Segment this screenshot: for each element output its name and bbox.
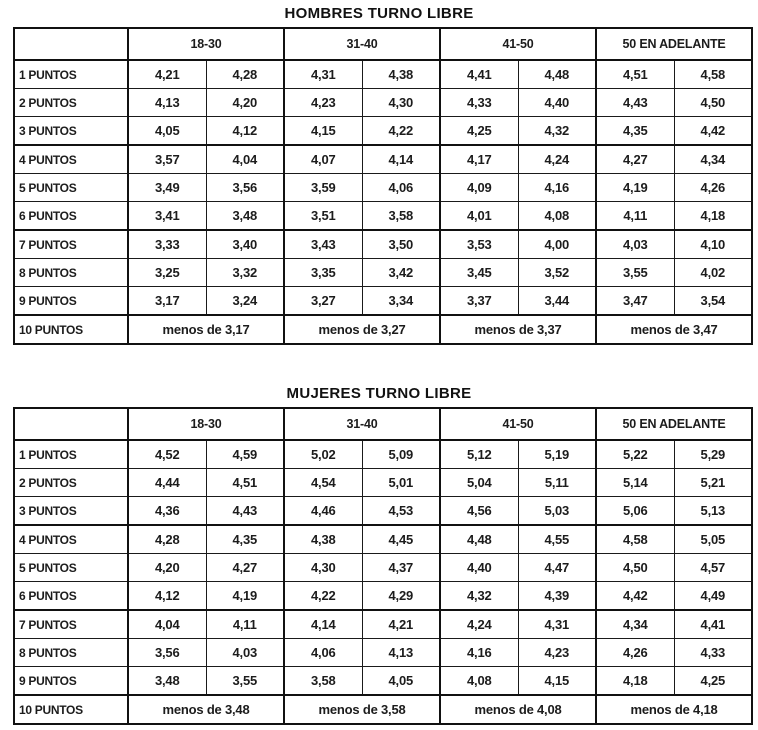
score-cell: 5,04	[440, 469, 518, 497]
score-cell: 3,45	[440, 259, 518, 287]
table-row	[14, 525, 752, 554]
mujeres-table-title: MUJERES TURNO LIBRE	[286, 385, 472, 402]
score-cell: 4,25	[440, 117, 518, 146]
score-cell: 4,08	[518, 202, 596, 231]
score-cell: 3,55	[596, 259, 674, 287]
score-cell: 4,18	[674, 202, 752, 231]
points-row-label: 8 PUNTOS	[14, 639, 128, 667]
score-cell: 3,42	[362, 259, 440, 287]
score-cell: 4,30	[284, 554, 362, 582]
score-cell: 5,05	[674, 525, 752, 554]
points-row-label: 6 PUNTOS	[14, 582, 128, 611]
score-cell: 4,51	[206, 469, 284, 497]
threshold-cell: menos de 3,37	[440, 315, 596, 344]
age-group-header: 50 EN ADELANTE	[596, 28, 752, 60]
score-cell: 4,57	[674, 554, 752, 582]
threshold-cell: menos de 3,58	[284, 695, 440, 724]
score-cell: 4,23	[518, 639, 596, 667]
hombres-section	[0, 5, 758, 345]
score-cell: 4,31	[284, 60, 362, 89]
score-cell: 5,13	[674, 497, 752, 526]
threshold-cell: menos de 4,08	[440, 695, 596, 724]
score-cell: 3,40	[206, 230, 284, 259]
score-cell: 3,55	[206, 667, 284, 696]
score-cell: 4,33	[440, 89, 518, 117]
score-cell: 4,43	[596, 89, 674, 117]
score-cell: 4,11	[206, 610, 284, 639]
score-cell: 4,42	[674, 117, 752, 146]
score-cell: 5,03	[518, 497, 596, 526]
score-cell: 4,24	[518, 145, 596, 174]
points-row-label: 4 PUNTOS	[14, 525, 128, 554]
score-cell: 4,08	[440, 667, 518, 696]
score-cell: 4,49	[674, 582, 752, 611]
score-cell: 4,13	[128, 89, 206, 117]
score-cell: 3,49	[128, 174, 206, 202]
score-cell: 4,00	[518, 230, 596, 259]
score-cell: 4,40	[440, 554, 518, 582]
score-cell: 5,22	[596, 440, 674, 469]
score-cell: 4,17	[440, 145, 518, 174]
score-cell: 3,52	[518, 259, 596, 287]
table-row	[14, 89, 752, 117]
score-cell: 4,52	[128, 440, 206, 469]
score-cell: 4,20	[128, 554, 206, 582]
hombres-score-table	[13, 27, 753, 345]
score-cell: 4,30	[362, 89, 440, 117]
score-cell: 3,32	[206, 259, 284, 287]
score-cell: 3,56	[128, 639, 206, 667]
score-cell: 4,26	[596, 639, 674, 667]
score-cell: 3,25	[128, 259, 206, 287]
score-cell: 4,31	[518, 610, 596, 639]
score-cell: 5,09	[362, 440, 440, 469]
score-cell: 4,41	[440, 60, 518, 89]
hombres-table-title: HOMBRES TURNO LIBRE	[284, 5, 474, 22]
score-cell: 4,45	[362, 525, 440, 554]
score-cell: 4,43	[206, 497, 284, 526]
age-group-header: 18-30	[128, 28, 284, 60]
score-cell: 3,48	[128, 667, 206, 696]
score-cell: 4,42	[596, 582, 674, 611]
score-cell: 4,32	[440, 582, 518, 611]
score-cell: 5,29	[674, 440, 752, 469]
age-group-header: 31-40	[284, 408, 440, 440]
score-cell: 4,19	[206, 582, 284, 611]
score-cell: 5,19	[518, 440, 596, 469]
points-row-label: 3 PUNTOS	[14, 117, 128, 146]
score-cell: 4,55	[518, 525, 596, 554]
table-row	[14, 230, 752, 259]
score-cell: 4,12	[206, 117, 284, 146]
threshold-cell: menos de 3,17	[128, 315, 284, 344]
score-cell: 4,21	[362, 610, 440, 639]
score-cell: 3,56	[206, 174, 284, 202]
score-cell: 4,12	[128, 582, 206, 611]
score-cell: 4,15	[284, 117, 362, 146]
score-cell: 4,51	[596, 60, 674, 89]
score-cell: 4,27	[206, 554, 284, 582]
score-cell: 4,24	[440, 610, 518, 639]
table-row	[14, 174, 752, 202]
table-row	[14, 145, 752, 174]
score-cell: 3,58	[362, 202, 440, 231]
score-cell: 4,28	[128, 525, 206, 554]
score-cell: 4,34	[674, 145, 752, 174]
score-cell: 4,35	[596, 117, 674, 146]
score-cell: 4,44	[128, 469, 206, 497]
score-cell: 4,01	[440, 202, 518, 231]
score-cell: 4,26	[674, 174, 752, 202]
score-cell: 5,02	[284, 440, 362, 469]
score-cell: 4,48	[440, 525, 518, 554]
score-cell: 4,38	[362, 60, 440, 89]
mujeres-score-table	[13, 407, 753, 725]
threshold-cell: menos de 4,18	[596, 695, 752, 724]
score-cell: 3,41	[128, 202, 206, 231]
score-cell: 3,51	[284, 202, 362, 231]
points-row-label: 1 PUNTOS	[14, 60, 128, 89]
score-cell: 4,41	[674, 610, 752, 639]
score-cell: 4,15	[518, 667, 596, 696]
points-row-label: 2 PUNTOS	[14, 469, 128, 497]
age-group-header: 31-40	[284, 28, 440, 60]
corner-cell	[14, 408, 128, 440]
score-cell: 4,14	[362, 145, 440, 174]
score-cell: 3,48	[206, 202, 284, 231]
score-cell: 4,25	[674, 667, 752, 696]
points-row-label: 5 PUNTOS	[14, 174, 128, 202]
corner-cell	[14, 28, 128, 60]
score-cell: 4,23	[284, 89, 362, 117]
score-cell: 4,13	[362, 639, 440, 667]
score-cell: 4,37	[362, 554, 440, 582]
score-cell: 3,58	[284, 667, 362, 696]
score-cell: 4,03	[596, 230, 674, 259]
score-cell: 5,06	[596, 497, 674, 526]
score-cell: 4,36	[128, 497, 206, 526]
score-cell: 4,47	[518, 554, 596, 582]
points-row-label: 10 PUNTOS	[14, 315, 128, 344]
score-cell: 4,14	[284, 610, 362, 639]
score-cell: 4,16	[440, 639, 518, 667]
table-row	[14, 117, 752, 146]
threshold-cell: menos de 3,27	[284, 315, 440, 344]
score-cell: 4,05	[362, 667, 440, 696]
score-cell: 3,34	[362, 287, 440, 316]
score-cell: 4,16	[518, 174, 596, 202]
score-cell: 4,33	[674, 639, 752, 667]
points-row-label: 9 PUNTOS	[14, 667, 128, 696]
score-cell: 4,04	[128, 610, 206, 639]
score-cell: 4,58	[596, 525, 674, 554]
score-cell: 4,04	[206, 145, 284, 174]
points-row-label: 5 PUNTOS	[14, 554, 128, 582]
score-cell: 4,19	[596, 174, 674, 202]
mujeres-section	[0, 385, 758, 725]
score-cell: 4,59	[206, 440, 284, 469]
table-row	[14, 695, 752, 724]
score-cell: 4,06	[284, 639, 362, 667]
score-cell: 5,01	[362, 469, 440, 497]
score-cell: 4,40	[518, 89, 596, 117]
score-cell: 3,44	[518, 287, 596, 316]
score-cell: 3,24	[206, 287, 284, 316]
table-row	[14, 582, 752, 611]
age-group-header: 18-30	[128, 408, 284, 440]
points-row-label: 8 PUNTOS	[14, 259, 128, 287]
score-cell: 3,50	[362, 230, 440, 259]
table-row	[14, 639, 752, 667]
score-cell: 3,33	[128, 230, 206, 259]
score-cell: 3,47	[596, 287, 674, 316]
points-row-label: 2 PUNTOS	[14, 89, 128, 117]
score-cell: 4,10	[674, 230, 752, 259]
threshold-cell: menos de 3,48	[128, 695, 284, 724]
header-row	[14, 28, 752, 60]
score-cell: 4,58	[674, 60, 752, 89]
score-cell: 4,53	[362, 497, 440, 526]
table-row	[14, 469, 752, 497]
score-cell: 4,46	[284, 497, 362, 526]
score-cell: 5,14	[596, 469, 674, 497]
table-row	[14, 315, 752, 344]
score-cell: 4,50	[674, 89, 752, 117]
score-cell: 3,27	[284, 287, 362, 316]
points-row-label: 1 PUNTOS	[14, 440, 128, 469]
score-cell: 4,27	[596, 145, 674, 174]
score-cell: 4,20	[206, 89, 284, 117]
points-row-label: 9 PUNTOS	[14, 287, 128, 316]
table-row	[14, 287, 752, 316]
score-cell: 4,35	[206, 525, 284, 554]
score-cell: 3,35	[284, 259, 362, 287]
score-cell: 4,48	[518, 60, 596, 89]
score-cell: 4,39	[518, 582, 596, 611]
points-row-label: 7 PUNTOS	[14, 610, 128, 639]
score-cell: 3,57	[128, 145, 206, 174]
age-group-header: 50 EN ADELANTE	[596, 408, 752, 440]
table-row	[14, 554, 752, 582]
table-row	[14, 667, 752, 696]
threshold-cell: menos de 3,47	[596, 315, 752, 344]
score-cell: 4,56	[440, 497, 518, 526]
table-row	[14, 202, 752, 231]
score-cell: 4,09	[440, 174, 518, 202]
score-cell: 4,11	[596, 202, 674, 231]
score-cell: 5,21	[674, 469, 752, 497]
table-row	[14, 440, 752, 469]
score-cell: 4,34	[596, 610, 674, 639]
points-row-label: 10 PUNTOS	[14, 695, 128, 724]
score-cell: 4,18	[596, 667, 674, 696]
points-row-label: 3 PUNTOS	[14, 497, 128, 526]
score-cell: 5,11	[518, 469, 596, 497]
points-row-label: 4 PUNTOS	[14, 145, 128, 174]
score-cell: 4,32	[518, 117, 596, 146]
score-cell: 3,59	[284, 174, 362, 202]
points-row-label: 7 PUNTOS	[14, 230, 128, 259]
score-cell: 4,03	[206, 639, 284, 667]
score-cell: 4,05	[128, 117, 206, 146]
score-cell: 4,07	[284, 145, 362, 174]
score-cell: 4,22	[284, 582, 362, 611]
age-group-header: 41-50	[440, 28, 596, 60]
age-group-header: 41-50	[440, 408, 596, 440]
table-row	[14, 497, 752, 526]
score-cell: 4,21	[128, 60, 206, 89]
table-row	[14, 259, 752, 287]
score-cell: 4,22	[362, 117, 440, 146]
score-cell: 4,28	[206, 60, 284, 89]
score-cell: 5,12	[440, 440, 518, 469]
header-row	[14, 408, 752, 440]
score-cell: 4,29	[362, 582, 440, 611]
score-cell: 3,37	[440, 287, 518, 316]
score-cell: 4,06	[362, 174, 440, 202]
table-row	[14, 60, 752, 89]
score-cell: 4,02	[674, 259, 752, 287]
score-cell: 4,50	[596, 554, 674, 582]
score-cell: 4,54	[284, 469, 362, 497]
score-cell: 4,38	[284, 525, 362, 554]
score-cell: 3,54	[674, 287, 752, 316]
score-cell: 3,53	[440, 230, 518, 259]
score-cell: 3,43	[284, 230, 362, 259]
score-cell: 3,17	[128, 287, 206, 316]
points-row-label: 6 PUNTOS	[14, 202, 128, 231]
table-row	[14, 610, 752, 639]
